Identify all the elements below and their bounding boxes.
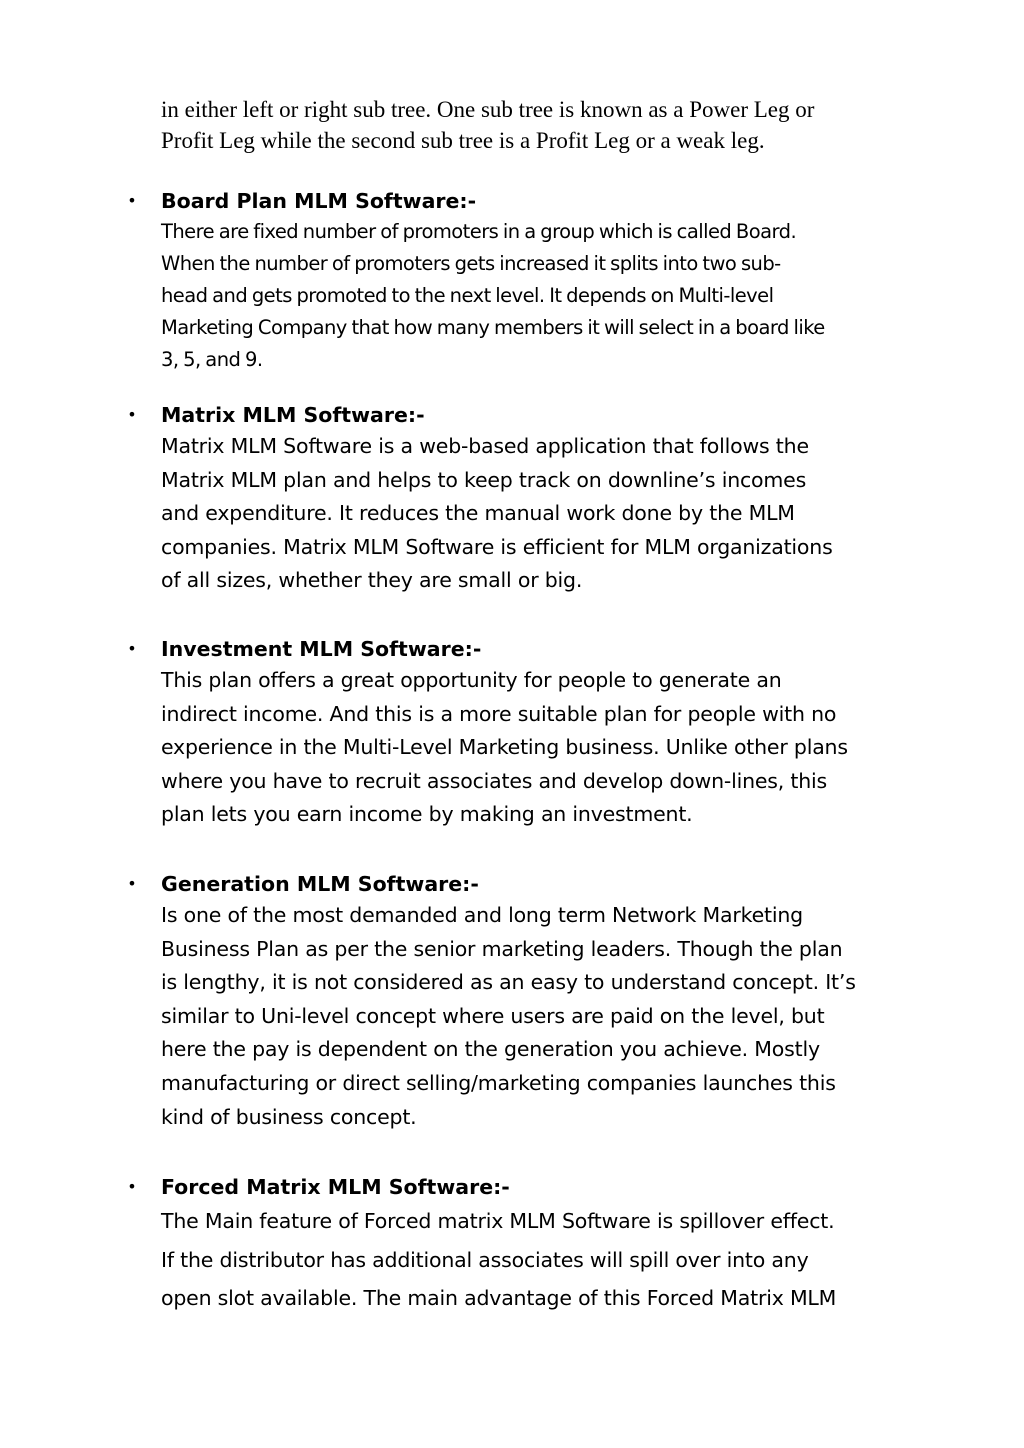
item-heading: Matrix MLM Software:- <box>161 403 425 427</box>
item-heading: Board Plan MLM Software:- <box>161 189 477 213</box>
item-heading: Investment MLM Software:- <box>161 637 482 661</box>
list-item-investment <box>127 634 936 832</box>
item-body: Matrix MLM Software is a web-based application that follows the Matrix MLM plan and helps to keep track on downline’s incomes and expenditure. It reduces the manual work done by the MLM companies. Matrix MLM Software is efficient for MLM organizations of all sizes, whether they are small or big. <box>161 434 833 593</box>
item-body: Is one of the most demanded and long term Network Marketing Business Plan as per the senior marketing leaders. Though the plan is lengthy, it is not considered as an easy to understand concept. It’s similar to Uni-level concept where users are paid on the level, but here the pay is dependent on the generation you achieve. Mostly manufacturing or direct selling/marketing companies launches this kind of business concept. <box>161 903 856 1129</box>
list-item-forced-matrix <box>127 1172 936 1318</box>
list-item-matrix <box>127 400 936 598</box>
bullet-icon: • <box>127 639 137 658</box>
item-body: This plan offers a great opportunity for people to generate an indirect income. And this is a more suitable plan for people with no experience in the Multi-Level Marketing business. Unlike other plans where you have to recruit associates and develop down-lines, this plan lets you earn income by making an investment. <box>161 668 848 827</box>
bullet-icon: • <box>127 874 137 893</box>
item-body: There are fixed number of promoters in a group which is called Board. When the number of promoters gets increased it splits into two sub- head and gets promoted to the next level. It depends on Multi-level Marketing Company that how many members it will select in a board like 3, 5, and 9. <box>161 220 825 371</box>
item-body: The Main feature of Forced matrix MLM Software is spillover effect. If the distributor has additional associates will spill over into any open slot available. The main advantage of this Forced Matrix MLM <box>161 1209 837 1310</box>
list-item-board-plan <box>127 186 936 376</box>
list-item-generation <box>127 869 936 1134</box>
item-heading: Forced Matrix MLM Software:- <box>161 1175 510 1199</box>
intro-paragraph: in either left or right sub tree. One sub tree is known as a Power Leg or Profit Leg while the second sub tree is a Profit Leg or a weak leg. <box>161 97 815 153</box>
bullet-icon: • <box>127 191 137 210</box>
item-heading: Generation MLM Software:- <box>161 872 479 896</box>
bullet-icon: • <box>127 1177 137 1196</box>
bullet-icon: • <box>127 405 137 424</box>
